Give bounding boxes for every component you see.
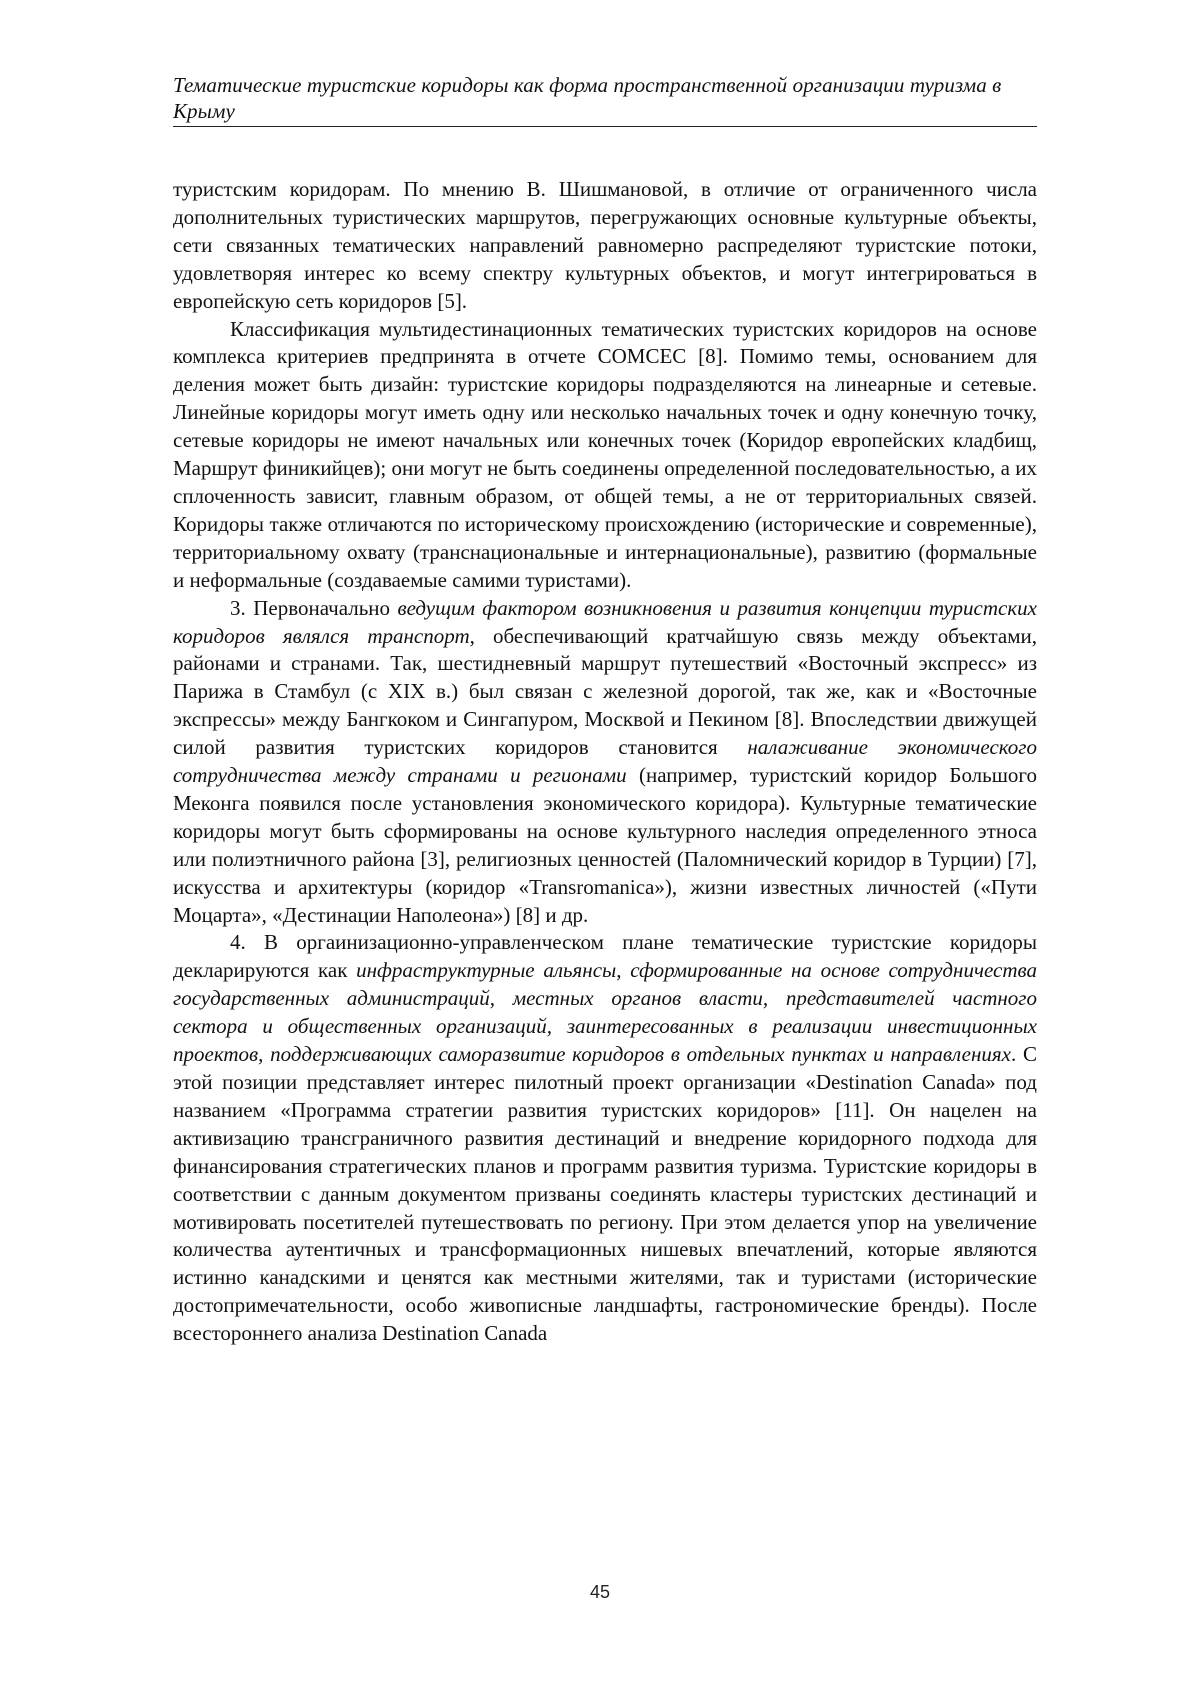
emphasis-text: налаживание экономического сотрудничества между странами и регионами (173, 735, 1037, 788)
paragraph-text: . С этой позиции представляет интерес пилотный проект организации «Destination Canada» под названием «Программа стратегии развития туристских коридоров» [11]. Он нацелен на активизацию трансграничного развития дестинаций и внедрение коридорного подхода для финансирования стратегических планов и программ развития туризма. Туристские коридоры в соответствии с данным документом призваны соединять кластеры туристских дестинаций и мотивировать посетителей путешествовать по региону. При этом делается упор на увеличение количества аутентичных и трансформационных нишевых впечатлений, которые являются истинно канадскими и ценятся как местными жителями, так и туристами (исторические достопримечательности, особо живописные ландшафты, гастрономические бренды). После всестороннего анализа Destination Canada (173, 1042, 1037, 1346)
page-number: 45 (589, 1582, 611, 1602)
paragraph-continuation (173, 176, 1037, 316)
paragraph-text: (например, туристский коридор Большого Меконга появился после установления экономического коридора). Культурные тематические коридоры могут быть сформированы на основе культурного наследия определенного этноса или полиэтничного района [3], религиозных ценностей (Паломнический коридор в Турции) [7], искусства и архитектуры (коридор «Transromanica»), жизни известных личностей («Пути Моцарта», «Дестинации Наполеона») [8] и др. (173, 763, 1037, 927)
paragraph-point-3 (173, 595, 1037, 930)
running-title: Тематические туристские коридоры как форма пространственной организации туризма в Крыму (173, 73, 1002, 123)
running-header (173, 72, 1037, 127)
paragraph-point-4 (173, 929, 1037, 1348)
paragraph-text: 4. В оргаинизационно-управленческом плане тематические туристские коридоры декларируются как (173, 930, 1037, 983)
paragraph-text: туристским коридорам. По мнению В. Шишмановой, в отличие от ограниченного числа дополнительных туристических маршрутов, перегружающих основные культурные объекты, сети связанных тематических направлений равномерно распределяют туристские потоки, удовлетворяя интерес ко всему спектру культурных объектов, и могут интегрироваться в европейскую сеть коридоров [5]. (173, 177, 1037, 313)
article-body (173, 176, 1037, 1348)
paragraph-classification (173, 316, 1037, 595)
emphasis-text: инфраструктурные альянсы, сформированные на основе сотрудничества государственных администраций, местных органов власти, представителей частного сектора и общественных организаций, заинтересованных в реализации инвестиционных проектов, поддерживающих саморазвитие коридоров в отдельных пунктах и направлениях (173, 958, 1037, 1067)
paragraph-text: 3. Первоначально (230, 595, 398, 620)
emphasis-text: ведущим фактором возникновения и развития концепции туристских коридоров являлся транспорт (173, 595, 1038, 648)
paragraph-text: Классификация мультидестинационных тематических туристских коридоров на основе комплекса критериев предпринята в отчете COMCEC [8]. Помимо темы, основанием для деления может быть дизайн: туристские коридоры подразделяются на линеарные и сетевые. Линейные коридоры могут иметь одну или несколько начальных точек и одну конечную точку, сетевые коридоры не имеют начальных или конечных точек (Коридор европейских кладбищ, Маршрут финикийцев); они могут не быть соединены определенной последовательностью, а их сплоченность зависит, главным образом, от общей темы, а не от территориальных связей. Коридоры также отличаются по историческому происхождению (исторические и современные), территориальному охвату (транснациональные и интернациональные), развитию (формальные и неформальные (создаваемые самими туристами). (173, 316, 1037, 592)
paragraph-text: , обеспечивающий кратчайшую связь между объектами, районами и странами. Так, шестидневный маршрут путешествий «Восточный экспресс» из Парижа в Стамбул (с XIX в.) был связан с железной дорогой, так же, как и «Восточные экспрессы» между Бангкоком и Сингапуром, Москвой и Пекином [8]. Впоследствии движущей силой развития туристских коридоров становится (173, 623, 1037, 760)
